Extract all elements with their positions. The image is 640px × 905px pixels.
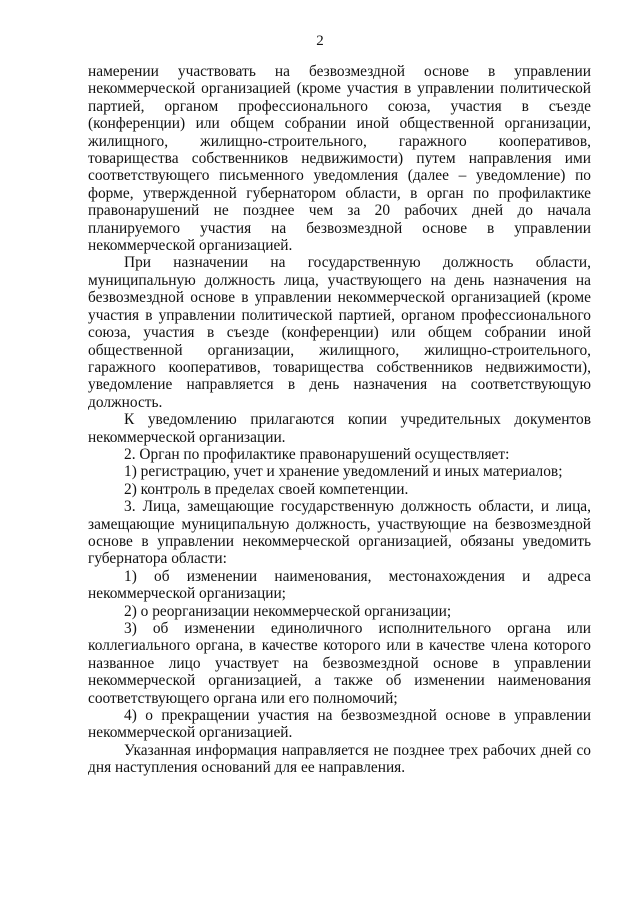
list-item-3-2: 2) о реорганизации некоммерческой организации;: [124, 602, 452, 620]
paragraph-clause-2: 2. Орган по профилактике правонарушений осуществляет:: [124, 445, 510, 463]
paragraph-deadline: Указанная информация направляется не позднее трех рабочих дней со дня наступления оснований для ее направления.: [88, 741, 591, 777]
page-number: 2: [316, 33, 324, 49]
list-item-3-3: 3) об изменении единоличного исполнительного органа или коллегиального органа, в качестве которого или в качестве члена которого названное лицо участвует на безвозмездной основе в управлении некоммерческой организацией, а также об изменении наименования соответствующего органа или его полномочий;: [88, 620, 591, 707]
paragraph-appointment-notice: При назначении на государственную должность области, муниципальную должность лица, участвующего на день назначения на безвозмездной основе в управлении некоммерческой организацией (кроме участия в управлении политической партией, органом профессионального союза, участия в съезде (конференции) или общем собрании иной общественной организации, жилищного, жилищно-строительного, гаражного кооперативов, товарищества собственников недвижимости), уведомление направляется в день назначения на соответствующую должность.: [88, 254, 591, 411]
paragraph-notice-procedure: намерении участвовать на безвозмездной основе в управлении некоммерческой организацией (кроме участия в управлении политической партией, органом профессионального союза, участия в съезде (конференции) или общем собрании иной общественной организации, жилищного, жилищно-строительного, гаражного кооперативов, товарищества собственников недвижимости) путем направления ими соответствующего письменного уведомления (далее – уведомление) по форме, утвержденной губернатором области, в орган по профилактике правонарушений не позднее чем за 20 рабочих дней до начала планируемого участия на безвозмездной основе в управлении некоммерческой организацией.: [88, 63, 591, 255]
document-body: [88, 63, 591, 777]
list-item-3-1: 1) об изменении наименования, местонахождения и адреса некоммерческой организации;: [88, 567, 591, 603]
paragraph-clause-3: 3. Лица, замещающие государственную должность области, и лица, замещающие муниципальную должность, участвующие на безвозмездной основе в управлении некоммерческой организацией, обязаны уведомить губернатора области:: [88, 498, 591, 568]
paragraph-attachments: К уведомлению прилагаются копии учредительных документов некоммерческой организации.: [88, 411, 591, 446]
list-item-2-1: 1) регистрацию, учет и хранение уведомлений и иных материалов;: [124, 463, 563, 481]
list-item-2-2: 2) контроль в пределах своей компетенции.: [124, 480, 409, 498]
list-item-3-4: 4) о прекращении участия на безвозмездной основе в управлении некоммерческой организацией.: [88, 707, 591, 742]
